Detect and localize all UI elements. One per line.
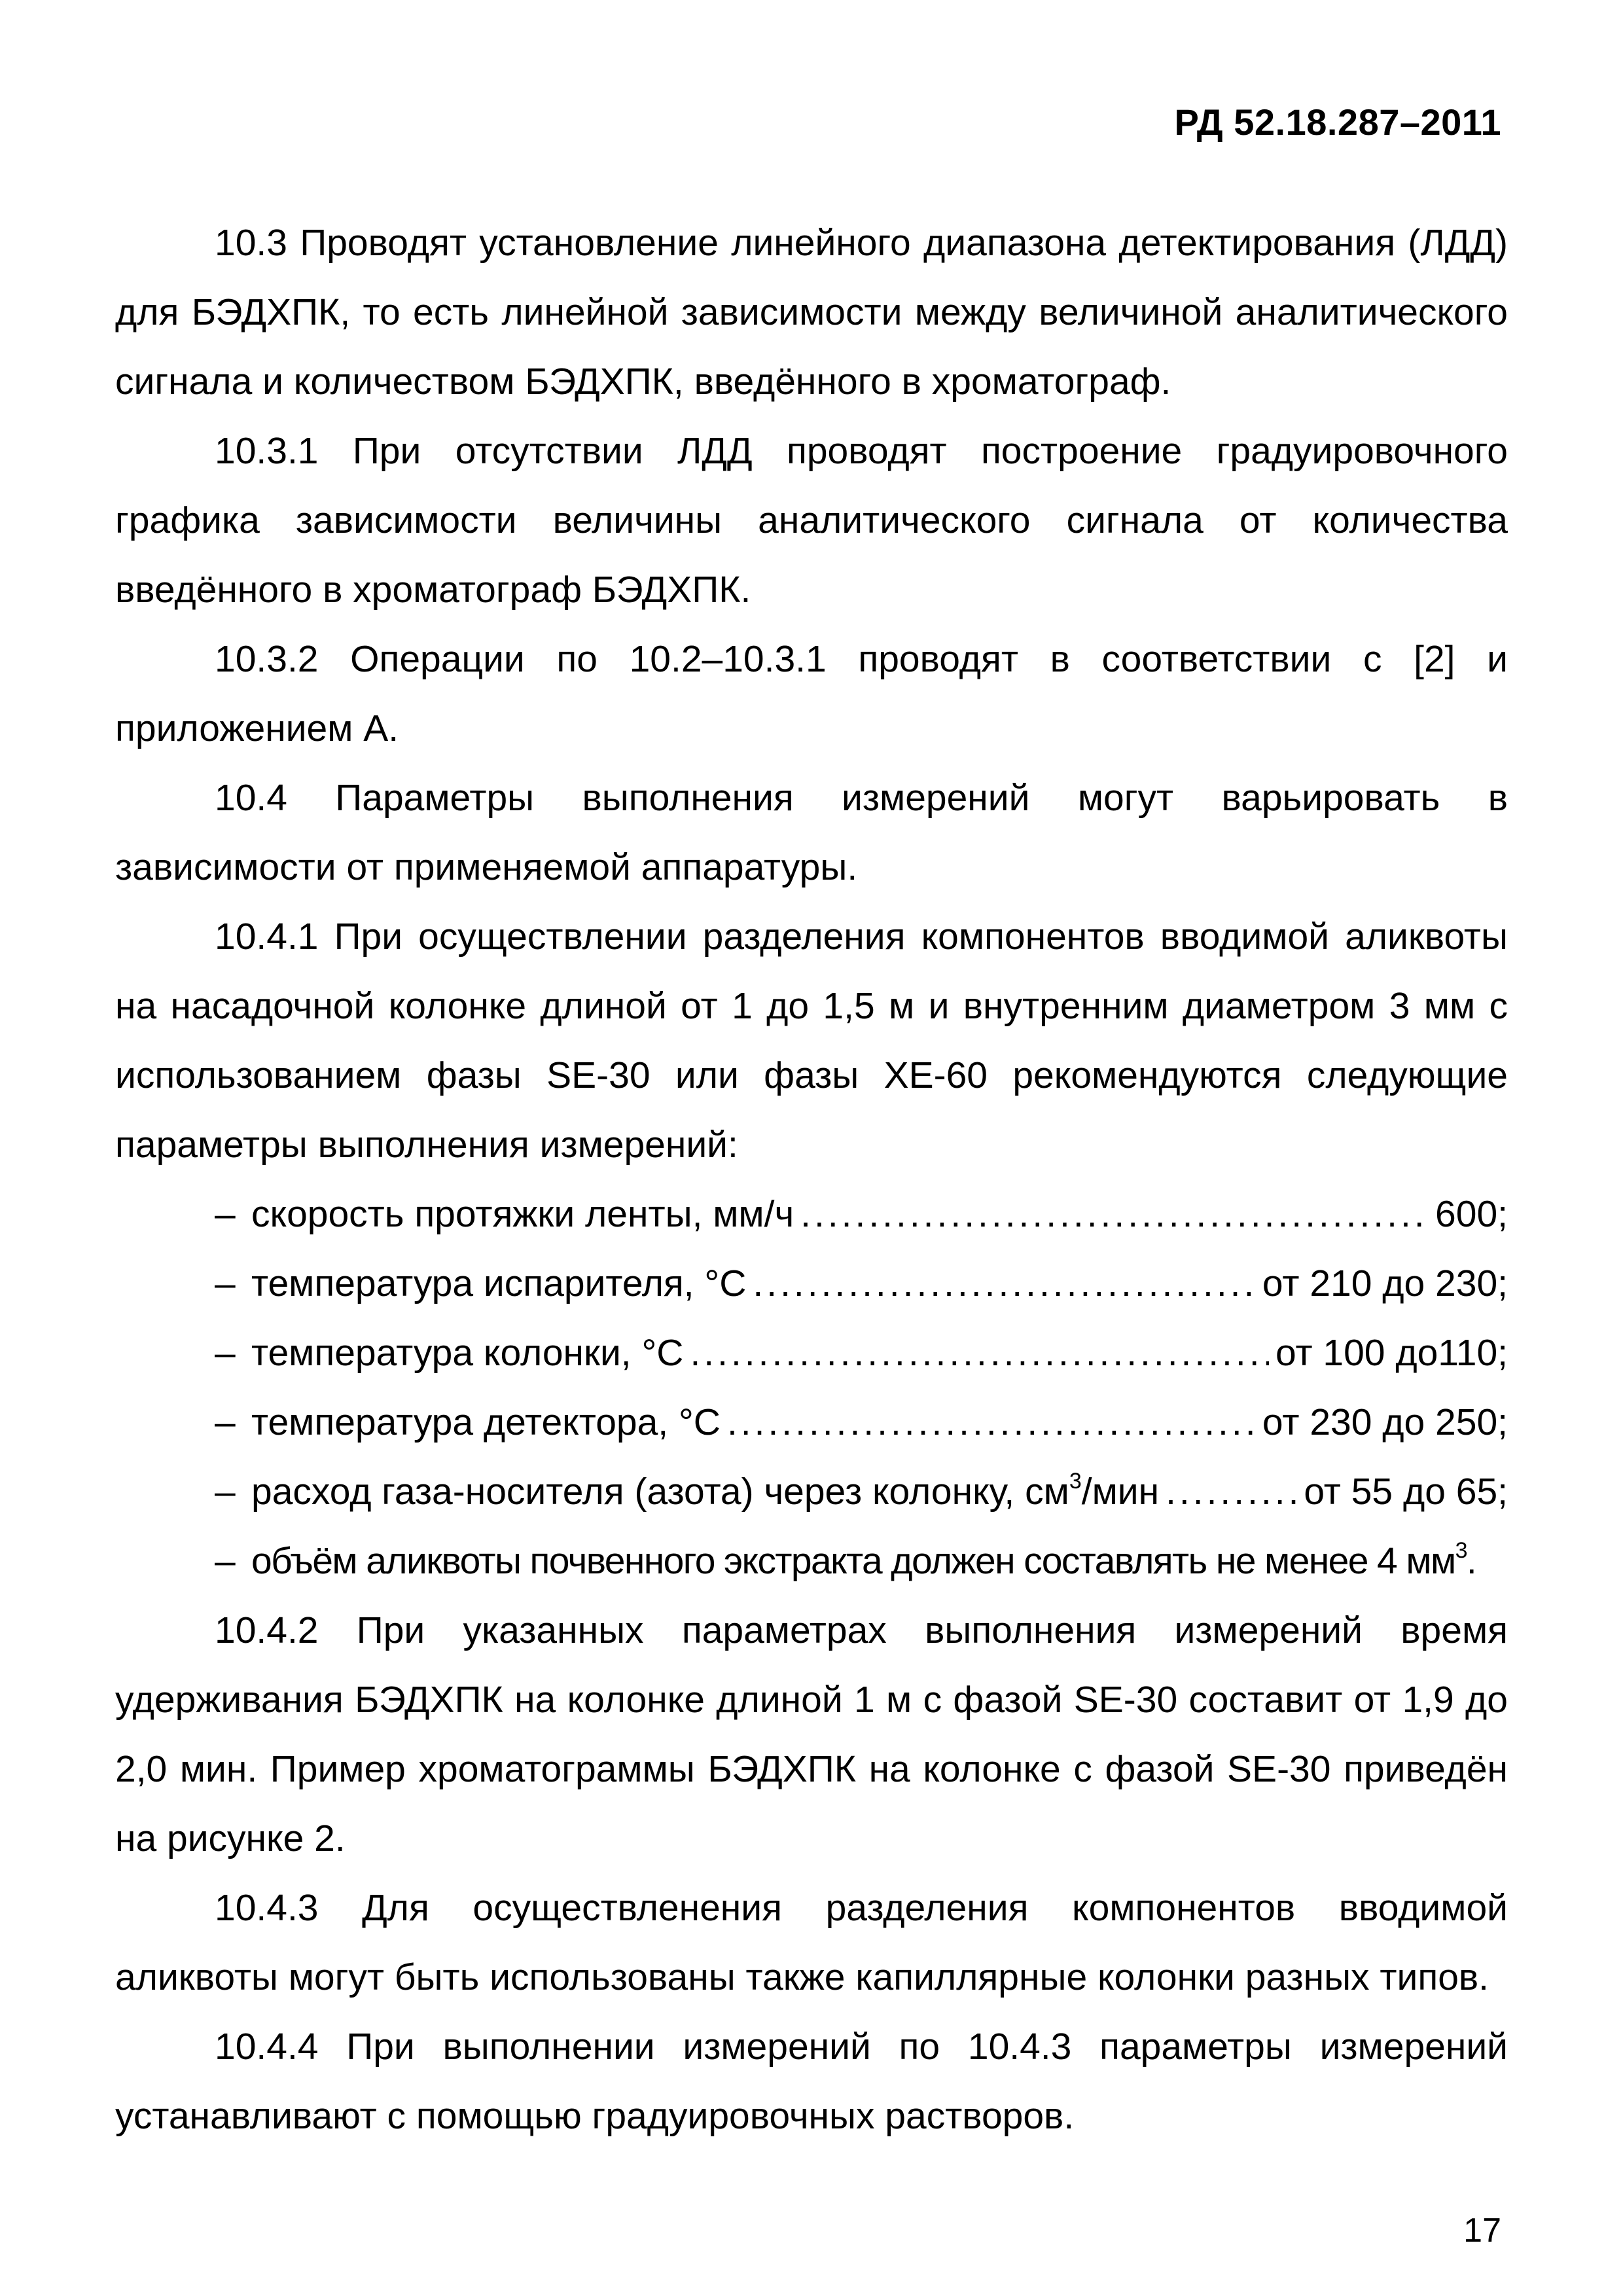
list-dash: –	[215, 1471, 236, 1513]
list-dash: –	[215, 1540, 236, 1582]
list-item-evaporator-temp	[115, 1249, 1508, 1318]
dot-leader	[800, 1179, 1429, 1249]
paragraph-10-4-1: 10.4.1 При осуществлении разделения компонентов вводимой аликвоты на насадочной колонке длиной от 1 до 1,5 м и внутренним диаметром 3 мм с использованием фазы SE-30 или фазы XE-60 рекомендуются следующие параметры выполнения измерений:	[115, 916, 1508, 1166]
list-item-aliquot-volume	[115, 1526, 1508, 1596]
dot-leader	[727, 1388, 1256, 1457]
measurement-parameters-list	[115, 1179, 1508, 1596]
param-label: температура испарителя, °С	[251, 1263, 747, 1304]
superscript: 3	[1455, 1538, 1467, 1563]
dot-leader	[1166, 1457, 1297, 1526]
aliquot-text: объём аликвоты почвенного экстракта должен составлять не менее 4 мм	[251, 1540, 1455, 1582]
param-full-text	[251, 1526, 1508, 1596]
dot-leader	[690, 1318, 1269, 1388]
param-label-unit: /мин	[1081, 1471, 1160, 1513]
param-value: от 100 до110;	[1275, 1332, 1508, 1374]
param-label: температура детектора, °С	[251, 1401, 721, 1443]
list-item-detector-temp	[115, 1388, 1508, 1457]
paragraph-10-4-4: 10.4.4 При выполнении измерений по 10.4.3 параметры измерений устанавливают с помощью градуировочных растворов.	[115, 2026, 1508, 2137]
paragraph-10-3: 10.3 Проводят установление линейного диапазона детектирования (ЛДД) для БЭДХПК, то есть линейной зависимости между величиной аналитического сигнала и количеством БЭДХПК, введённого в хроматограф.	[115, 222, 1508, 403]
param-label	[251, 1457, 1159, 1526]
paragraph-10-3-1: 10.3.1 При отсутствии ЛДД проводят построение градуировочного графика зависимости величины аналитического сигнала от количества введённого в хроматограф БЭДХПК.	[115, 430, 1508, 611]
param-value: от 210 до 230;	[1262, 1263, 1508, 1304]
paragraph-10-3-2: 10.3.2 Операции по 10.2–10.3.1 проводят в соответствии с [2] и приложением А.	[115, 638, 1508, 749]
paragraph-10-4-3: 10.4.3 Для осуществленения разделения компонентов вводимой аликвоты могут быть использованы также капиллярные колонки разных типов.	[115, 1887, 1508, 1998]
page-number: 17	[1463, 2212, 1501, 2250]
list-item-tape-speed	[115, 1179, 1508, 1249]
param-value: от 55 до 65;	[1304, 1471, 1508, 1513]
param-value: от 230 до 250;	[1262, 1401, 1508, 1443]
param-value: 600;	[1435, 1193, 1508, 1235]
param-label: температура колонки, °С	[251, 1332, 684, 1374]
paragraph-10-4-2: 10.4.2 При указанных параметрах выполнения измерений время удерживания БЭДХПК на колонке длиной 1 м с фазой SE-30 составит от 1,9 до 2,0 мин. Пример хроматограммы БЭДХПК на колонке с фазой SE-30 приведён на рисунке 2.	[115, 1609, 1508, 1859]
aliquot-text-end: .	[1466, 1540, 1476, 1582]
document-code-header: РД 52.18.287–2011	[1174, 101, 1501, 143]
list-dash: –	[215, 1401, 236, 1443]
list-dash: –	[215, 1263, 236, 1304]
list-item-column-temp	[115, 1318, 1508, 1388]
list-dash: –	[215, 1193, 236, 1235]
param-label: скорость протяжки ленты, мм/ч	[251, 1193, 794, 1235]
list-item-carrier-gas	[115, 1457, 1508, 1526]
superscript: 3	[1069, 1469, 1082, 1494]
paragraph-10-4: 10.4 Параметры выполнения измерений могут варьировать в зависимости от применяемой аппаратуры.	[115, 777, 1508, 888]
dot-leader	[753, 1249, 1256, 1318]
param-label-text: расход газа-носителя (азота) через колонку, см	[251, 1471, 1069, 1513]
list-dash: –	[215, 1332, 236, 1374]
document-body	[115, 208, 1508, 2151]
